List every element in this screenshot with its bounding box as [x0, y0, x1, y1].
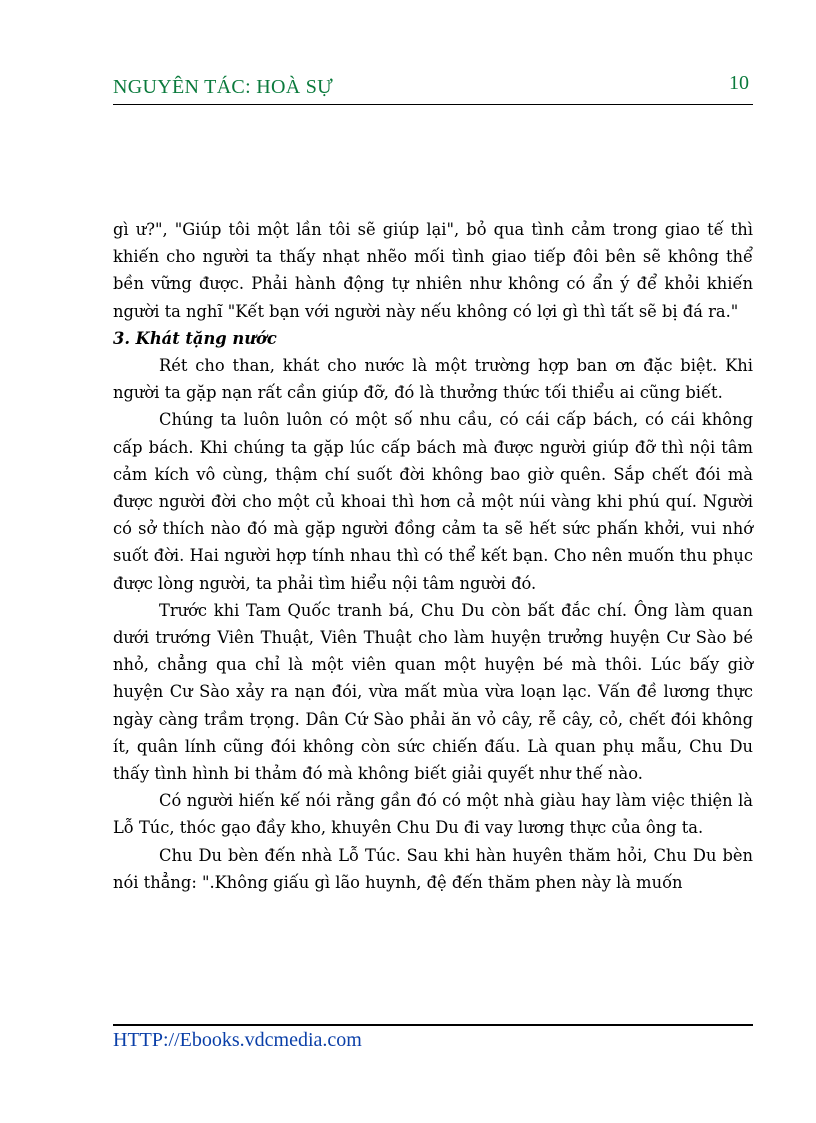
- page-number: 10: [729, 72, 749, 94]
- page-header: [113, 66, 753, 105]
- paragraph: Có người hiến kế nói rằng gần đó có một nhà giàu hay làm việc thiện là Lỗ Túc, thóc gạo đầy kho, khuyên Chu Du đi vay lương thực của ông ta.: [113, 791, 753, 838]
- paragraph: Trước khi Tam Quốc tranh bá, Chu Du còn bất đắc chí. Ông làm quan dưới trướng Viên Thuật, Viên Thuật cho làm huyện trưởng huyện Cư Sào bé nhỏ, chẳng qua chỉ là một viên quan một huyện bé mà thôi. Lúc bấy giờ huyện Cư Sào xảy ra nạn đói, vừa mất mùa vừa loạn lạc. Vấn đề lương thực ngày càng trầm trọng. Dân Cứ Sào phải ăn vỏ cây, rễ cây, cỏ, chết đói không ít, quân lính cũng đói không còn sức chiến đấu. Là quan phụ mẫu, Chu Du thấy tình hình bi thảm đó mà không biết giải quyết như thế nào.: [113, 600, 753, 784]
- section-heading: 3. Khát tặng nước: [113, 328, 277, 348]
- paragraph-continuation: gì ư?", "Giúp tôi một lần tôi sẽ giúp lại", bỏ qua tình cảm trong giao tế thì khiến cho người ta thấy nhạt nhẽo mối tình giao tiếp đôi bên sẽ không thể bền vững được. Phải hành động tự nhiên như không có ẩn ý để khỏi khiến người ta nghĩ "Kết bạn với người này nếu không có lợi gì thì tất sẽ bị đá ra.": [113, 220, 753, 321]
- paragraph: Chúng ta luôn luôn có một số nhu cầu, có cái cấp bách, có cái không cấp bách. Khi chúng ta gặp lúc cấp bách mà được người giúp đỡ thì nội tâm cảm kích vô cùng, thậm chí suốt đời không bao giờ quên. Sắp chết đói mà được người đời cho một củ khoai thì hơn cả một núi vàng khi phú quí. Người có sở thích nào đó mà gặp người đồng cảm ta sẽ hết sức phấn khởi, vui nhớ suốt đời. Hai người hợp tính nhau thì có thể kết bạn. Cho nên muốn thu phục được lòng người, ta phải tìm hiểu nội tâm người đó.: [113, 410, 753, 593]
- paragraph: Rét cho than, khát cho nước là một trường hợp ban ơn đặc biệt. Khi người ta gặp nạn rất cần giúp đỡ, đó là thưởng thức tối thiểu ai cũng biết.: [113, 356, 753, 403]
- body-text: [113, 216, 753, 896]
- footer-link[interactable]: HTTP://Ebooks.vdcmedia.com: [113, 1029, 362, 1051]
- paragraph: Chu Du bèn đến nhà Lỗ Túc. Sau khi hàn huyên thăm hỏi, Chu Du bèn nói thẳng: ".Không giấu gì lão huynh, đệ đến thăm phen này là muốn: [113, 845, 753, 892]
- header-title: NGUYÊN TÁC: HOÀ SỰ: [113, 76, 333, 98]
- footer-divider: [113, 1024, 753, 1026]
